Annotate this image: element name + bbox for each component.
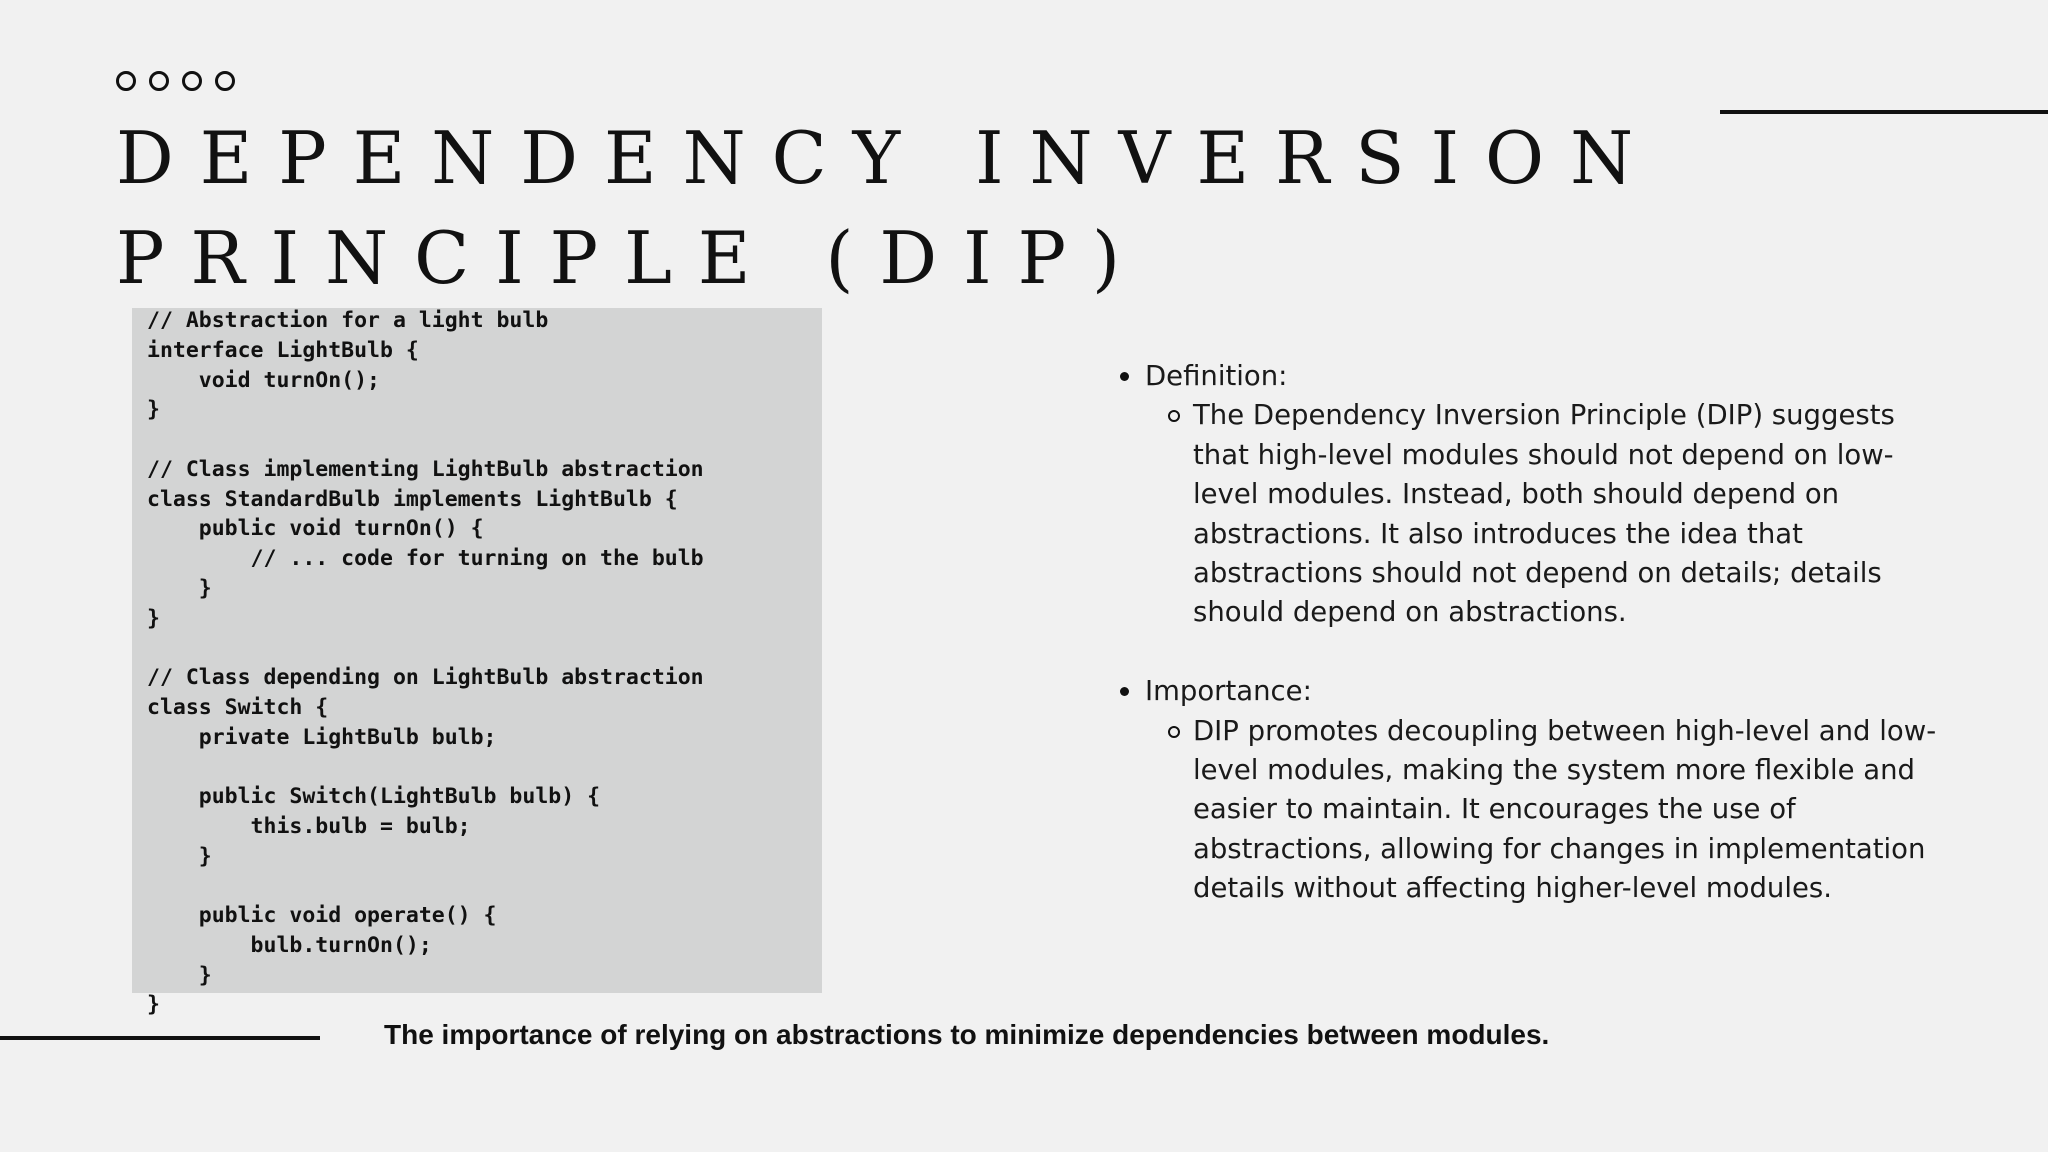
sub-bullet-item <box>1120 712 1940 909</box>
hollow-bullet-icon <box>1168 410 1180 422</box>
decorative-dots <box>116 71 235 91</box>
top-divider <box>1720 110 2048 114</box>
bullet-icon <box>1120 372 1129 381</box>
bullet-item <box>1120 357 1940 396</box>
bullet-item <box>1120 672 1940 711</box>
info-panel <box>1120 357 1940 948</box>
bottom-divider <box>0 1036 320 1040</box>
slide-caption: The importance of relying on abstractions to minimize dependencies between modules. <box>384 1019 1550 1050</box>
bullet-icon <box>1120 687 1129 696</box>
circle-icon <box>182 71 202 91</box>
circle-icon <box>116 71 136 91</box>
code-block: // Abstraction for a light bulb interface LightBulb { void turnOn(); } // Class implementing LightBulb abstraction class StandardBulb implements LightBulb { public void turnOn() { // ... code for turning on the bulb } } // Class depending on LightBulb abstraction class Switch { private LightBulb bulb; public Switch(LightBulb bulb) { this.bulb = bulb; } public void operate() { bulb.turnOn(); } } <box>147 308 704 1018</box>
hollow-bullet-icon <box>1168 726 1180 738</box>
section-heading: Definition: <box>1145 360 1288 392</box>
slide-title: DEPENDENCY INVERSION PRINCIPLE (DIP) <box>116 116 1660 300</box>
definition-section <box>1120 357 1940 633</box>
circle-icon <box>149 71 169 91</box>
section-text: The Dependency Inversion Principle (DIP) suggests that high-level modules should not depend on low-level modules. Instead, both should depend on abstractions. It also introduces the idea that abstractions should not depend on details; details should depend on abstractions. <box>1193 399 1895 629</box>
section-heading: Importance: <box>1145 675 1312 708</box>
sub-bullet-item <box>1120 396 1940 632</box>
section-text: DIP promotes decoupling between high-level and low-level modules, making the system more flexible and easier to maintain. It encourages the use of abstractions, allowing for changes in implementation details without affecting higher-level modules. <box>1193 714 1937 905</box>
circle-icon <box>215 71 235 91</box>
importance-section <box>1120 672 1940 908</box>
